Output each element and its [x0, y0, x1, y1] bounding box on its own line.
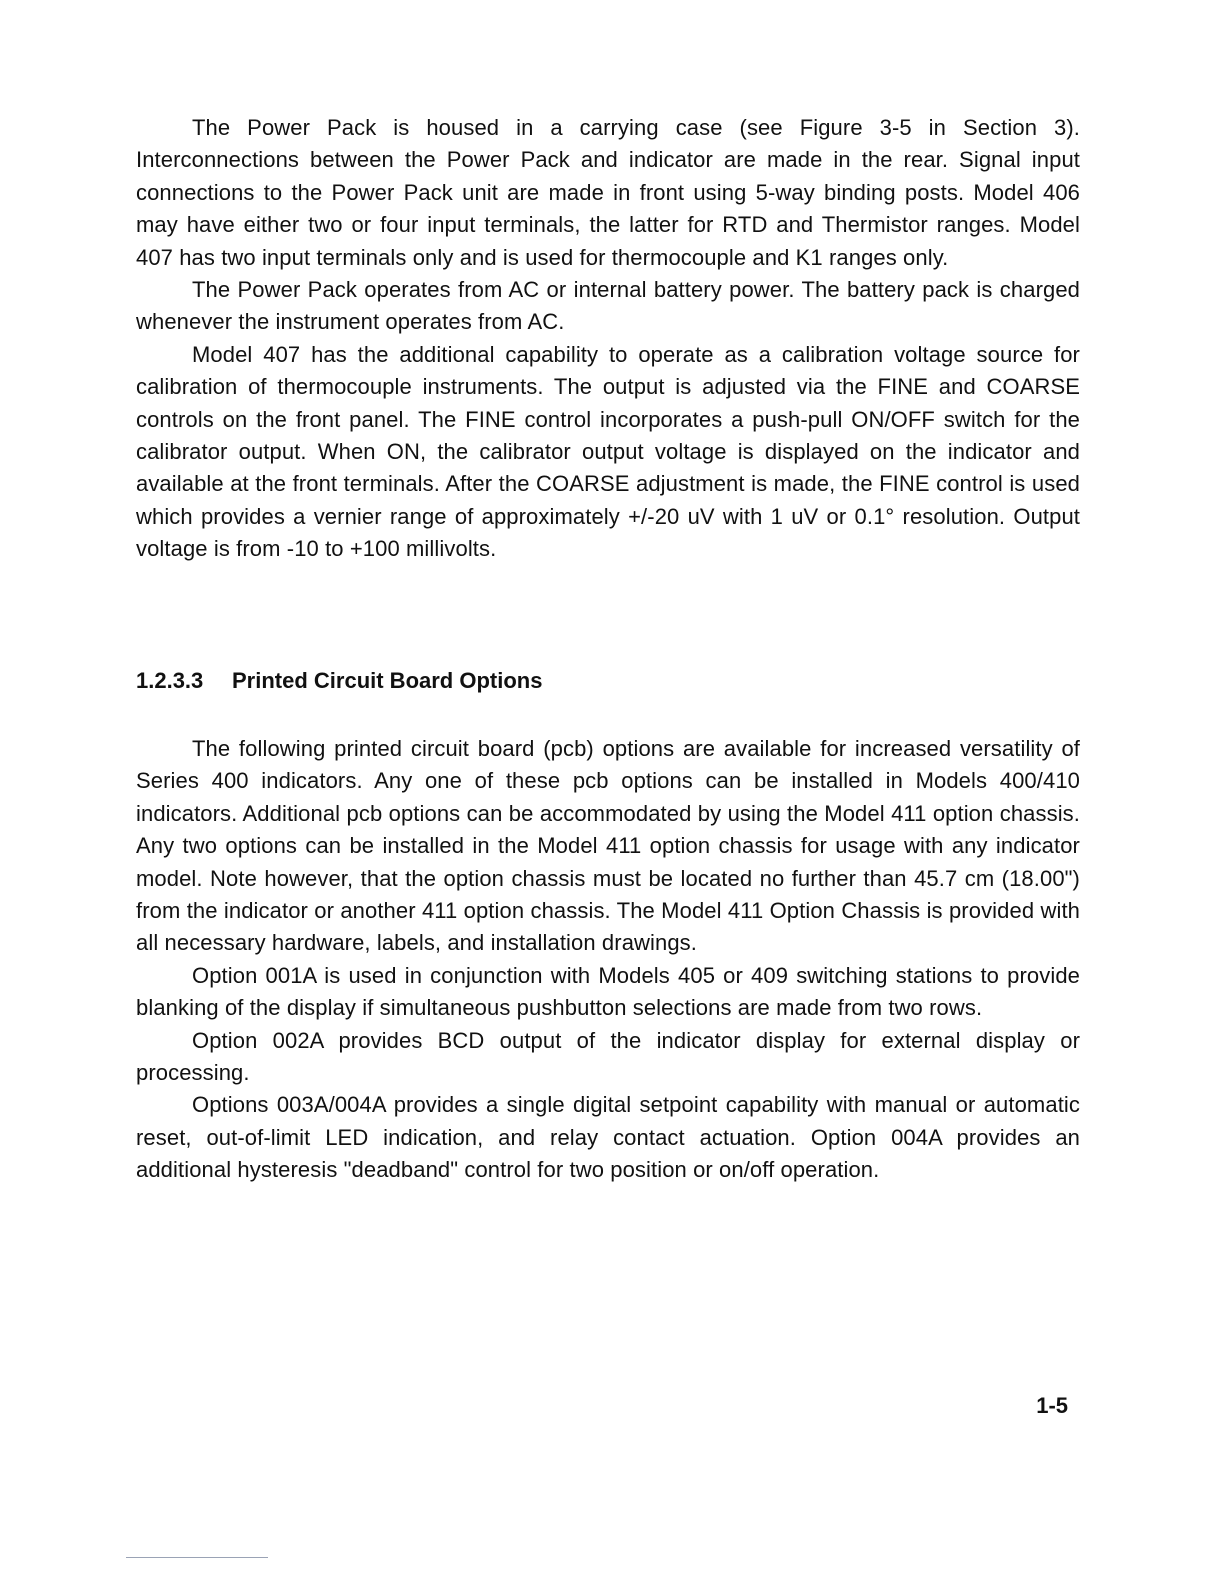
- power-pack-description: [136, 112, 1080, 566]
- paragraph-power-pack-housing: The Power Pack is housed in a carrying case (see Figure 3-5 in Section 3). Interconnections between the Power Pack and indicator are made in the rear. Signal input connections to the Power Pack unit are made in front using 5-way binding posts. Model 406 may have either two or four input terminals, the latter for RTD and Thermistor ranges. Model 407 has two input terminals only and is used for thermocouple and K1 ranges only.: [136, 115, 1080, 270]
- paragraph-power-source: The Power Pack operates from AC or internal battery power. The battery pack is charged whenever the instrument operates from AC.: [136, 277, 1080, 335]
- paragraph-calibration-capability: Model 407 has the additional capability to operate as a calibration voltage source for calibration of thermocouple instruments. The output is adjusted via the FINE and COARSE controls on the front panel. The FINE control incorporates a push-pull ON/OFF switch for the calibrator output. When ON, the calibrator output voltage is displayed on the indicator and available at the front terminals. After the COARSE adjustment is made, the FINE control is used which provides a vernier range of approximately +/-20 uV with 1 uV or 0.1° resolution. Output voltage is from -10 to +100 millivolts.: [136, 341, 1080, 562]
- paragraph-options-003a-004a: Options 003A/004A provides a single digital setpoint capability with manual or automatic reset, out-of-limit LED indication, and relay contact actuation. Option 004A provides an additional hysteresis "deadband" control for two position or on/off operation.: [136, 1092, 1080, 1183]
- bottom-rule: [126, 1557, 268, 1558]
- section-number: 1.2.3.3: [136, 668, 204, 693]
- section-heading: [136, 668, 542, 694]
- paragraph-option-002a: Option 002A provides BCD output of the indicator display for external display or processing.: [136, 1027, 1080, 1086]
- section-title: Printed Circuit Board Options: [232, 668, 543, 693]
- paragraph-pcb-options-intro: The following printed circuit board (pcb) options are available for increased versatility of Series 400 indicators. Any one of these pcb options can be installed in Models 400/410 indicators. Additional pcb options can be accommodated by using the Model 411 option chassis. Any two options can be installed in the Model 411 option chassis for usage with any indicator model. Note however, that the option chassis must be located no further than 45.7 cm (18.00") from the indicator or another 411 option chassis. The Model 411 Option Chassis is provided with all necessary hardware, labels, and installation drawings.: [136, 736, 1080, 956]
- pcb-options-description: [136, 733, 1080, 1187]
- page-number: 1-5: [1036, 1393, 1068, 1418]
- paragraph-option-001a: Option 001A is used in conjunction with Models 405 or 409 switching stations to provide blanking of the display if simultaneous pushbutton selections are made from two rows.: [136, 962, 1080, 1021]
